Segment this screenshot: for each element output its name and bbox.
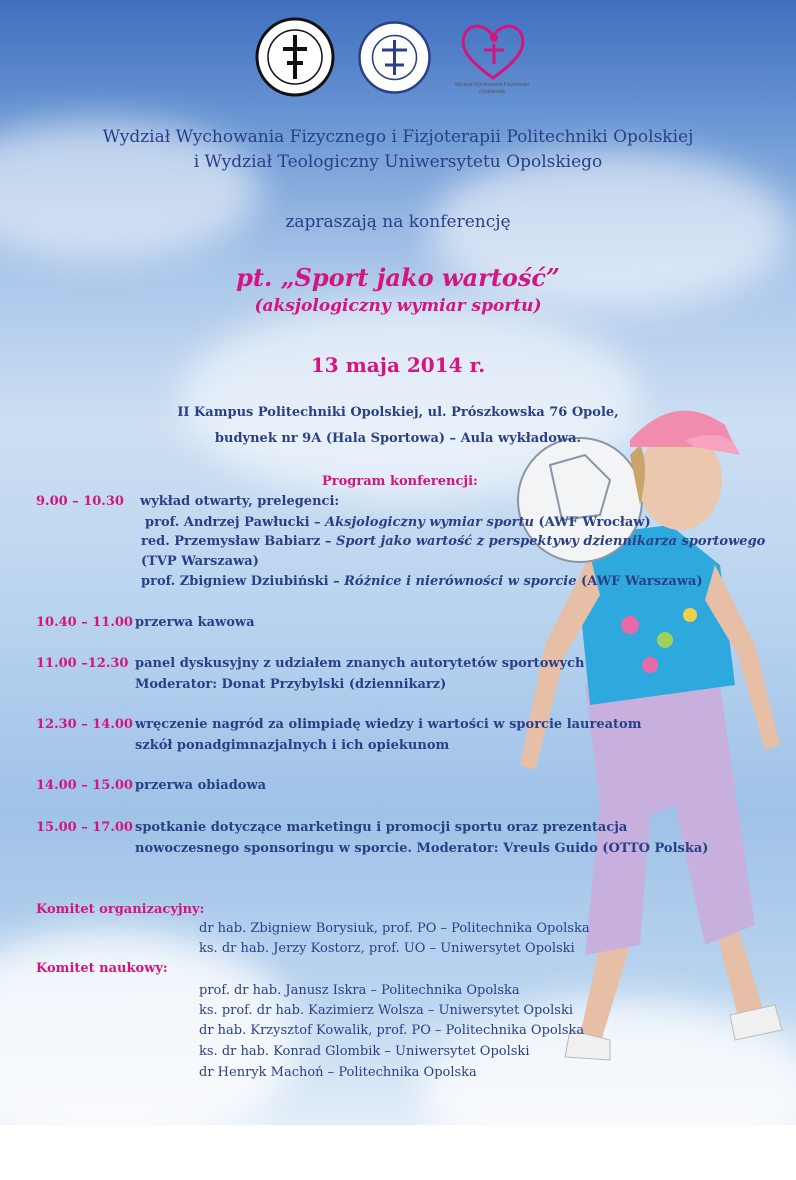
speaker-name: prof. Andrzej Pawłucki – (145, 515, 326, 530)
speaker-line (141, 534, 765, 549)
committee-member: ks. dr hab. Jerzy Kostorz, prof. UO – Uniwersytet Opolski (199, 941, 575, 956)
conference-subtitle: (aksjologiczny wymiar sportu) (254, 296, 542, 316)
session-time: 11.00 –12.30 (36, 656, 129, 671)
organizers-line-1: Wydział Wychowania Fizycznego i Fizjoterapii Politechniki Opolskiej (102, 127, 694, 147)
lecture-title: Aksjologiczny wymiar sportu (325, 515, 534, 530)
girl-with-ball-photo (490, 385, 790, 1105)
session-time: 12.30 – 14.00 (36, 717, 133, 732)
speaker-name: prof. Zbigniew Dziubiński – (141, 574, 345, 589)
scientific-committee-heading: Komitet naukowy: (36, 961, 168, 976)
uniwersytet-opolski-logo (255, 17, 335, 97)
session-time: 10.40 – 11.00 (36, 615, 133, 630)
committee-member: ks. prof. dr hab. Kazimierz Wolsza – Uniwersytet Opolski (199, 1003, 573, 1018)
affiliation: (AWF Wrocław) (533, 515, 651, 530)
committee-member: prof. dr hab. Janusz Iskra – Politechnika Opolska (199, 983, 520, 998)
session-detail: nowoczesnego sponsoringu w sporcie. Moderator: Vreuls Guido (OTTO Polska) (135, 841, 709, 856)
committee-member: dr Henryk Machoń – Politechnika Opolska (199, 1065, 477, 1080)
committee-member: dr hab. Zbigniew Borysiuk, prof. PO – Politechnika Opolska (199, 921, 590, 936)
invite-text: zapraszają na konferencję (285, 212, 511, 232)
venue-line-1: II Kampus Politechniki Opolskiej, ul. Prószkowska 76 Opole, (177, 405, 619, 420)
conference-title: pt. „Sport jako wartość” (236, 263, 560, 292)
session-time: 15.00 – 17.00 (36, 820, 133, 835)
session-time: 14.00 – 15.00 (36, 778, 133, 793)
wwf-heart-logo (458, 20, 528, 82)
caption-line: i Fizjoterapii (478, 89, 506, 95)
program-heading: Program konferencji: (322, 474, 478, 489)
lecture-title: Różnice i nierówności w sporcie (344, 574, 577, 589)
affiliation: (AWF Warszawa) (576, 574, 703, 589)
committee-member: ks. dr hab. Konrad Glombik – Uniwersytet Opolski (199, 1044, 530, 1059)
session-title: spotkanie dotyczące marketingu i promocji sportu oraz prezentacja (135, 820, 628, 835)
lecture-title: Sport jako wartość z perspektywy dziennikarza sportowego (335, 534, 766, 549)
session-title: przerwa kawowa (135, 615, 255, 630)
session-title: wykład otwarty, prelegenci: (140, 494, 340, 509)
speaker-name: red. Przemysław Babiarz – (141, 534, 336, 549)
session-title: wręczenie nagród za olimpiadę wiedzy i wartości w sporcie laureatom (135, 717, 642, 732)
speaker-line (145, 515, 651, 530)
politechnika-opolska-logo (357, 20, 432, 95)
session-title: panel dyskusyjny z udziałem znanych autorytetów sportowych (135, 656, 585, 671)
affiliation: (TVP Warszawa) (141, 554, 259, 569)
organizing-committee-heading: Komitet organizacyjny: (36, 902, 205, 917)
wwf-logo-caption (442, 82, 542, 96)
session-title: przerwa obiadowa (135, 778, 267, 793)
venue-line-2: budynek nr 9A (Hala Sportowa) – Aula wykładowa. (214, 431, 582, 446)
session-time: 9.00 – 10.30 (36, 494, 124, 509)
conference-date: 13 maja 2014 r. (310, 353, 486, 377)
organizers-line-2: i Wydział Teologiczny Uniwersytetu Opolskiego (193, 152, 603, 172)
caption-line: Wydział Wychowania Fizycznego (455, 82, 529, 88)
session-detail: Moderator: Donat Przybylski (dziennikarz) (135, 677, 447, 692)
session-detail: szkół ponadgimnazjalnych i ich opiekunom (135, 738, 450, 753)
speaker-line (141, 574, 703, 589)
committee-member: dr hab. Krzysztof Kowalik, prof. PO – Politechnika Opolska (199, 1023, 585, 1038)
